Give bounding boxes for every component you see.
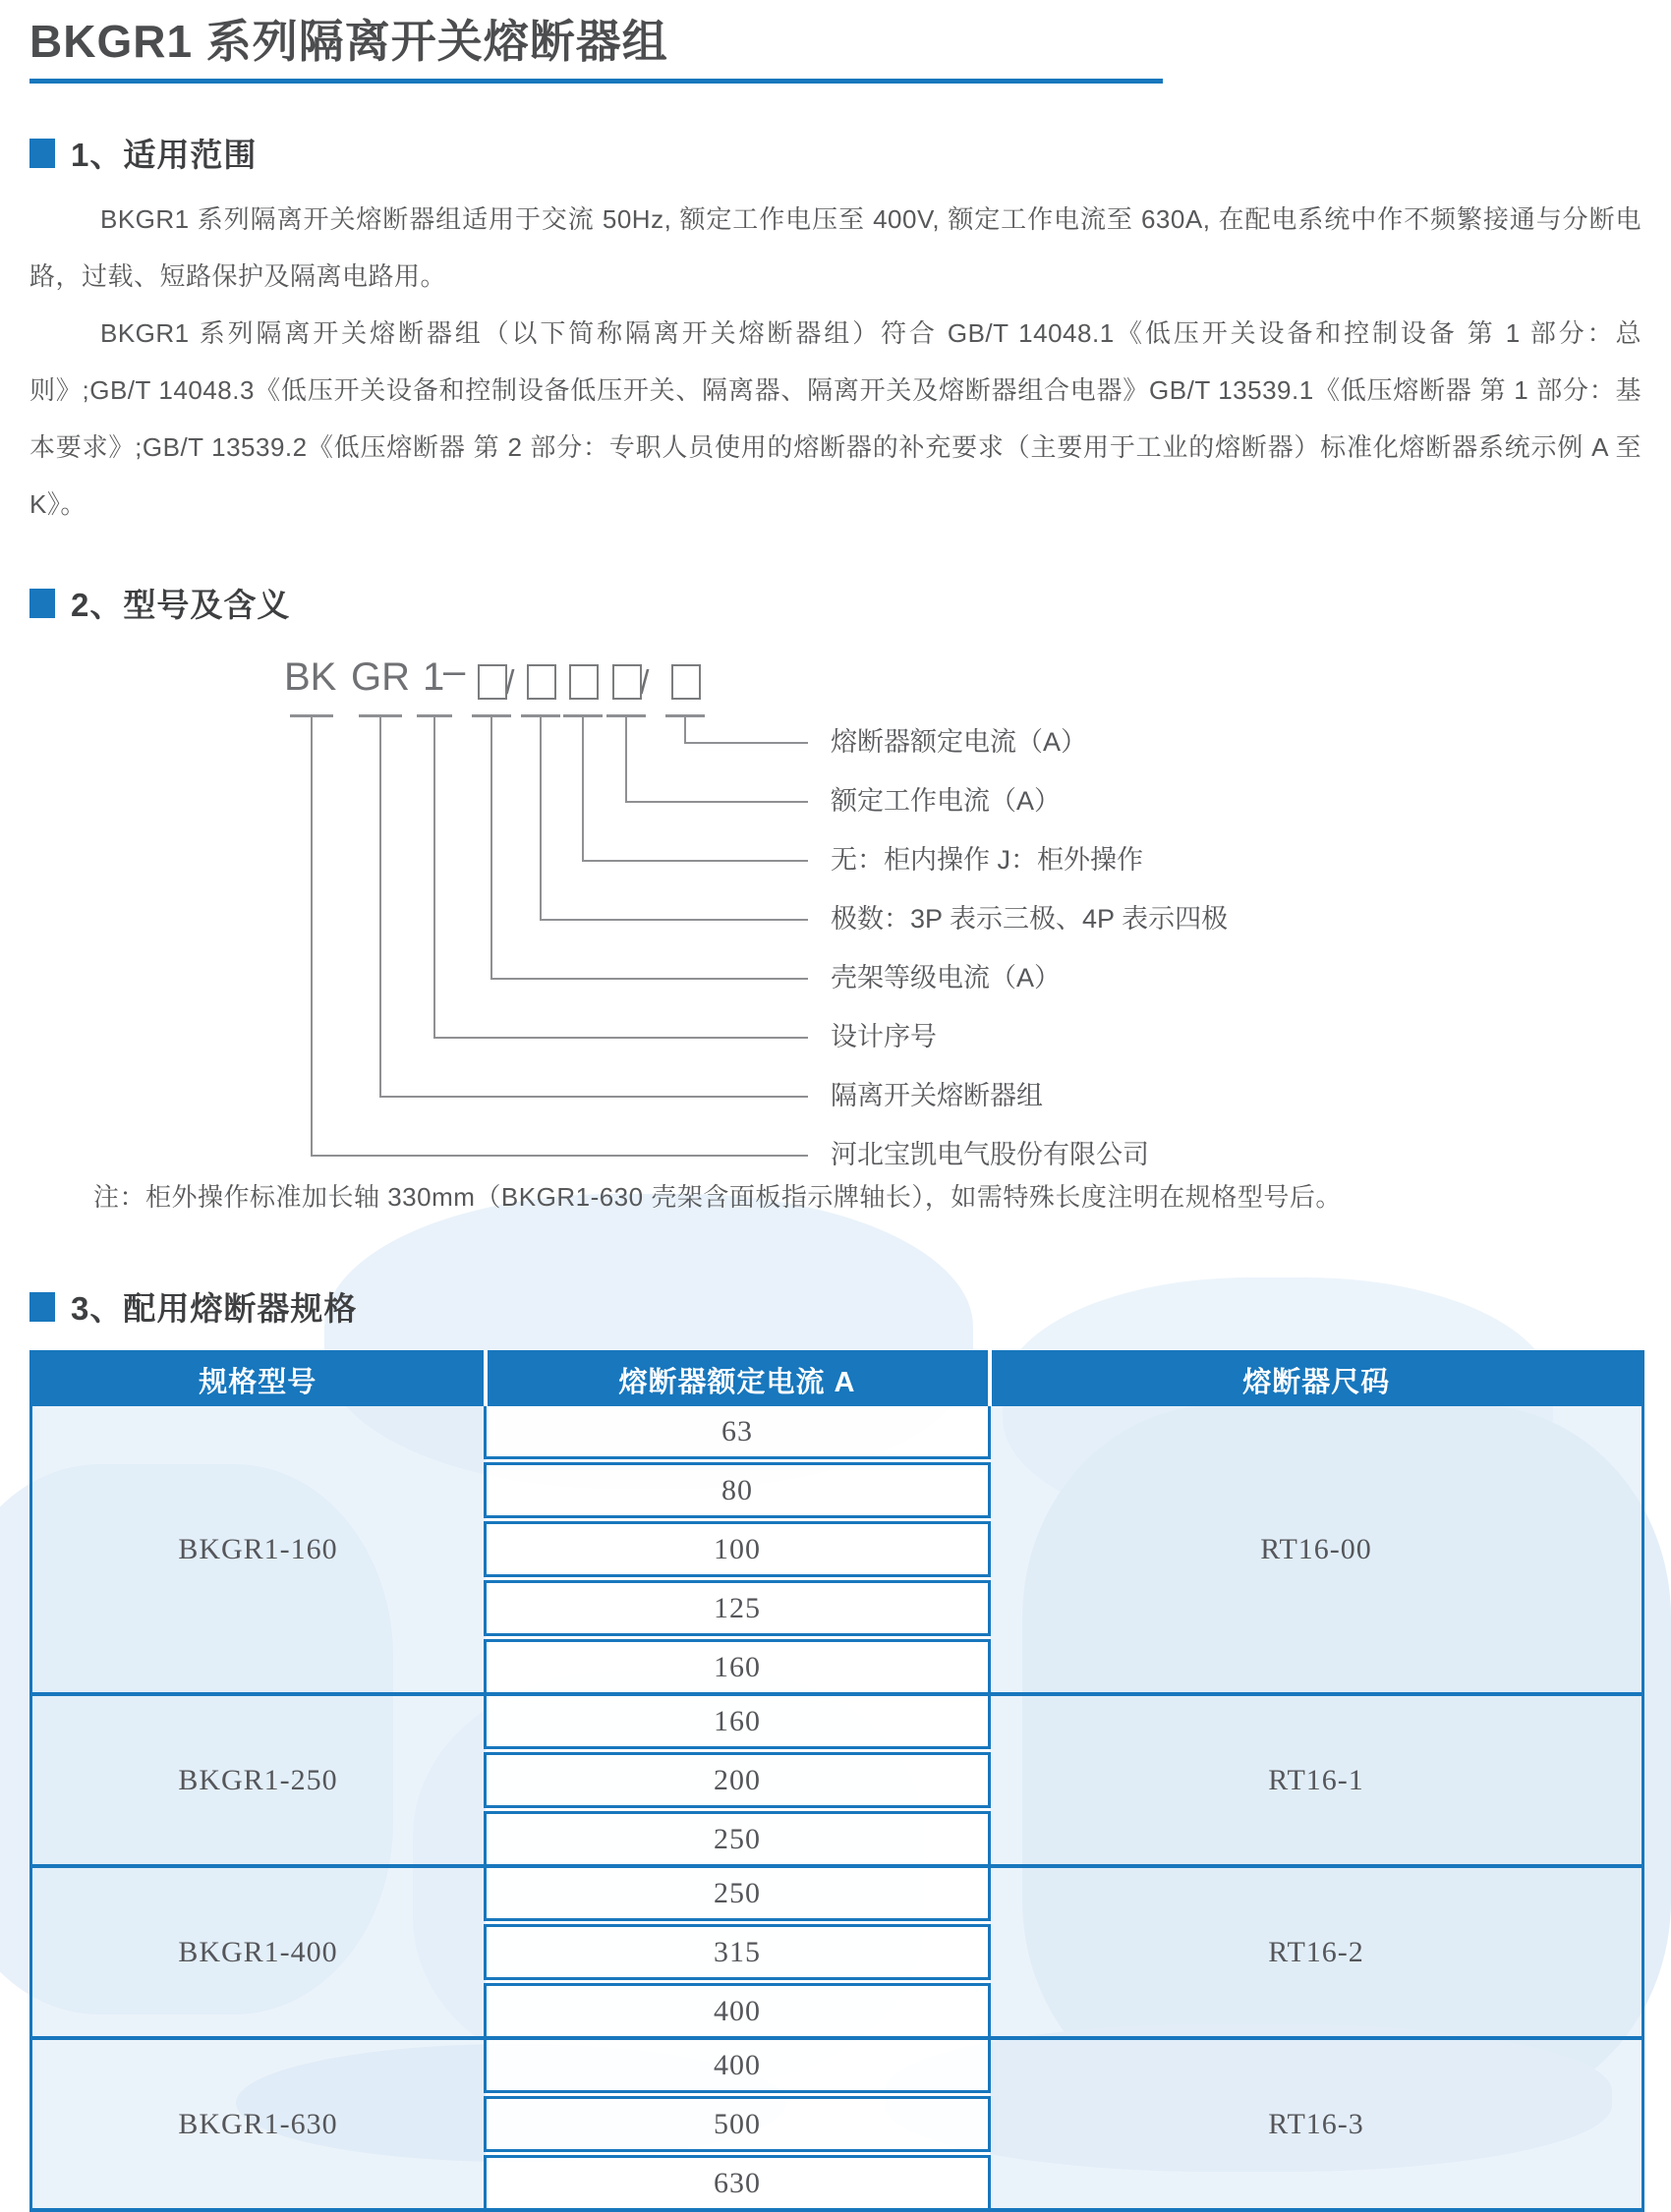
model-cell: BKGR1-400 <box>31 1866 486 2038</box>
diagram-line <box>311 1155 808 1157</box>
diagram-label: 额定工作电流（A） <box>831 786 1062 816</box>
section-2-heading <box>29 580 290 626</box>
section-3-heading <box>29 1283 357 1330</box>
section-3-heading-text: 3、配用熔断器规格 <box>71 1290 358 1327</box>
diagram-line <box>625 801 808 803</box>
diagram-label: 隔离开关熔断器组 <box>831 1081 1043 1110</box>
diagram-line <box>684 714 686 744</box>
current-cell: 630 <box>486 2154 990 2211</box>
current-cell: 160 <box>486 1694 990 1751</box>
diagram-label: 河北宝凯电气股份有限公司 <box>831 1140 1149 1169</box>
current-cell: 250 <box>486 1810 990 1867</box>
current-cell: 100 <box>486 1520 990 1579</box>
model-code-part: 1 <box>423 655 445 699</box>
current-cell: 315 <box>486 1923 990 1982</box>
size-cell: RT16-1 <box>990 1694 1643 1866</box>
model-code-part: GR <box>351 655 410 699</box>
diagram-label: 熔断器额定电流（A） <box>831 727 1088 757</box>
model-code-box <box>671 664 701 700</box>
current-cell: 63 <box>486 1406 990 1461</box>
header-size: 熔断器尺码 <box>990 1352 1643 1407</box>
diagram-line <box>311 714 313 1157</box>
section-bullet-icon <box>29 139 55 168</box>
fuse-table-body <box>31 1406 1643 2210</box>
current-cell: 400 <box>486 1982 990 2039</box>
section-bullet-icon <box>29 589 55 618</box>
scope-paragraph-1: BKGR1 系列隔离开关熔断器组适用于交流 50Hz, 额定工作电压至 400V, 额定工作电流至 630A, 在配电系统中作不频繁接通与分断电路，过载、短路保护及隔离电路用。 <box>29 204 1642 291</box>
diagram-line <box>625 714 627 803</box>
model-cell: BKGR1-160 <box>31 1406 486 1694</box>
section-2-heading-text: 2、型号及含义 <box>71 587 291 623</box>
diagram-line <box>540 714 542 921</box>
title-underline <box>29 79 1163 84</box>
diagram-line <box>379 714 381 1098</box>
diagram-line <box>490 714 492 980</box>
fuse-spec-table <box>29 1350 1644 2212</box>
table-row <box>31 1866 1643 1923</box>
diagram-line <box>540 919 808 921</box>
table-row <box>31 1406 1643 1461</box>
section-1-heading-text: 1、适用范围 <box>71 137 258 173</box>
diagram-line <box>433 1037 808 1039</box>
section-bullet-icon <box>29 1292 55 1322</box>
model-cell: BKGR1-250 <box>31 1694 486 1866</box>
model-code-part: BK <box>284 655 337 699</box>
fuse-spec-table-wrap <box>29 1350 1644 2212</box>
diagram-line <box>433 714 435 1039</box>
current-cell: 200 <box>486 1751 990 1810</box>
model-cell: BKGR1-630 <box>31 2038 486 2210</box>
scope-paragraph-2: BKGR1 系列隔离开关熔断器组（以下简称隔离开关熔断器组）符合 GB/T 14048.1《低压开关设备和控制设备 第 1 部分：总则》;GB/T 14048.3《低压开关设备和控制设备低压开关、隔离器、隔离开关及熔断器组合电器》GB/T 13539.1《低压熔断器 第 1 部分：基本要求》;GB/T 13539.2《低压熔断器 第 2 部分：专职人员使用的熔断器的补充要求（主要用于工业的熔断器）标准化熔断器系统示例 A 至 K》。 <box>29 318 1642 519</box>
diagram-line <box>582 860 808 862</box>
model-code-slash: / <box>505 664 515 702</box>
size-cell: RT16-3 <box>990 2038 1643 2210</box>
table-row <box>31 2038 1643 2095</box>
current-cell: 80 <box>486 1461 990 1520</box>
current-cell: 500 <box>486 2095 990 2154</box>
size-cell: RT16-2 <box>990 1866 1643 2038</box>
model-code-box <box>527 664 556 700</box>
model-code-box <box>612 664 642 700</box>
model-note: 注：柜外操作标准加长轴 330mm（BKGR1-630 壳架含面板指示牌轴长），如需特殊长度注明在规格型号后。 <box>93 1182 1342 1212</box>
header-model: 规格型号 <box>31 1352 486 1407</box>
current-cell: 400 <box>486 2038 990 2095</box>
header-current: 熔断器额定电流 A <box>486 1352 990 1407</box>
diagram-label: 极数：3P 表示三极、4P 表示四极 <box>831 904 1229 934</box>
current-cell: 250 <box>486 1866 990 1923</box>
diagram-label: 无：柜内操作 J：柜外操作 <box>831 845 1144 875</box>
diagram-line <box>582 714 584 862</box>
current-cell: 160 <box>486 1638 990 1695</box>
model-code-slash: / <box>640 664 650 702</box>
table-row <box>31 1694 1643 1751</box>
model-code-diagram <box>0 639 1671 1201</box>
section-1-heading <box>29 130 257 176</box>
diagram-label: 设计序号 <box>831 1022 937 1051</box>
diagram-label: 壳架等级电流（A） <box>831 963 1062 993</box>
model-code-box <box>478 664 507 700</box>
size-cell: RT16-00 <box>990 1406 1643 1694</box>
model-code-box <box>569 664 599 700</box>
page-title: BKGR1 系列隔离开关熔断器组 <box>29 16 668 67</box>
current-cell: 125 <box>486 1579 990 1638</box>
diagram-line <box>490 978 808 980</box>
table-header-row <box>31 1352 1643 1407</box>
diagram-line <box>684 742 808 744</box>
diagram-line <box>379 1096 808 1098</box>
model-code-dash: – <box>443 650 466 693</box>
